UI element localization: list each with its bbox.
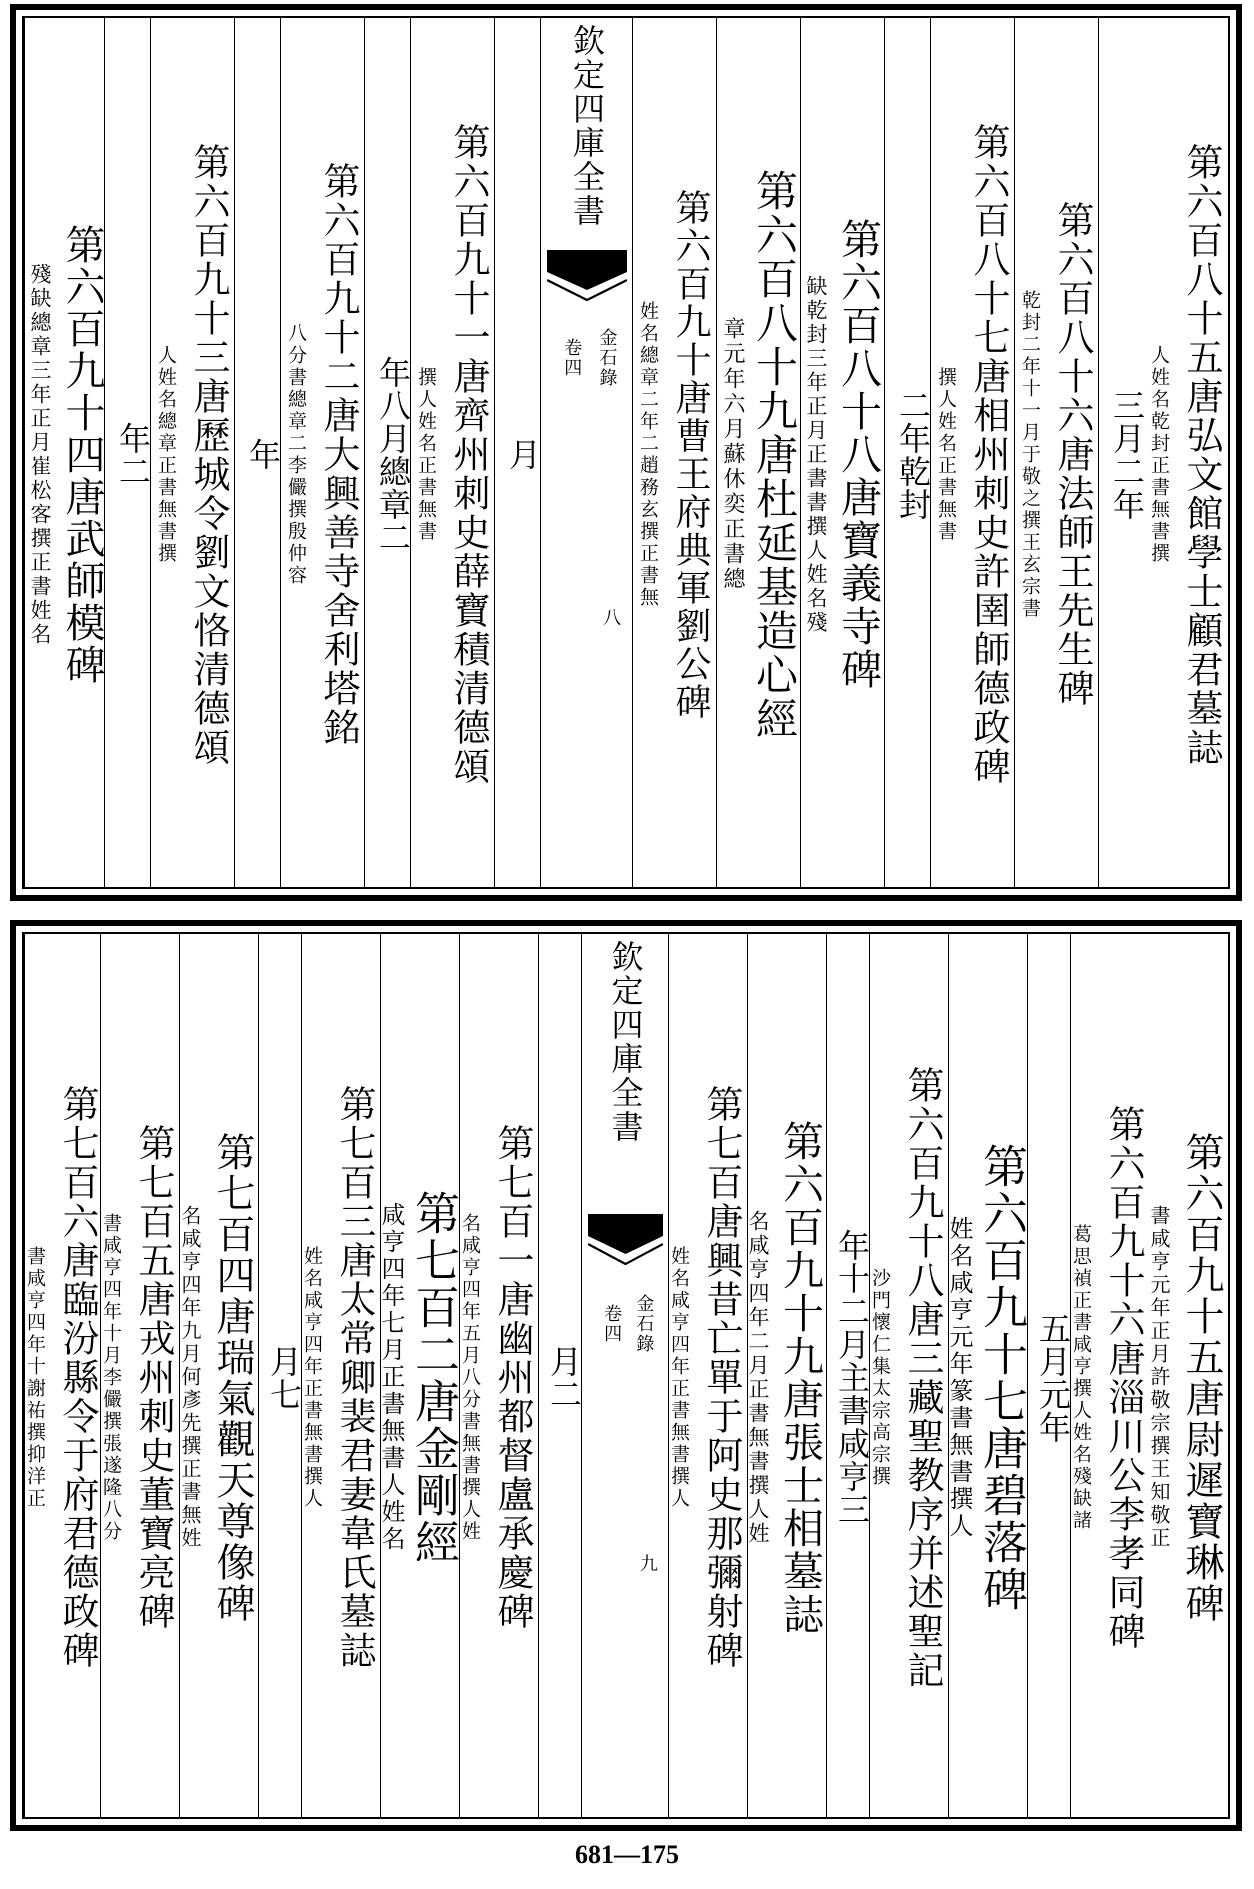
entry-column <box>747 934 827 1817</box>
volume-label: 卷四 <box>601 1304 623 1344</box>
entry-column <box>869 934 949 1817</box>
date-continuation-column <box>826 934 870 1817</box>
annotation-line: 正書書撰人姓名殘 <box>804 442 828 635</box>
entry-column <box>24 934 104 1817</box>
date-line: 主書咸亨三 <box>833 1361 871 1526</box>
annotation-line: 姓名咸亨四年 <box>668 1245 690 1378</box>
entry-title: 第六百八十八唐寶義寺碑 <box>834 218 882 691</box>
entry-title: 第七百五唐戎州刺史董寶亮碑 <box>132 1124 175 1631</box>
entry-column <box>1144 18 1228 887</box>
annotation-line: 正書無書撰 <box>155 454 177 565</box>
leaf-number: 九 <box>636 1554 658 1572</box>
annotation-line: 名咸亨四年九月 <box>178 1205 202 1366</box>
page-number: 681—175 <box>575 1840 679 1869</box>
book-title: 欽定四庫全書 <box>568 24 606 228</box>
annotation-line: 蘇休奕正書總 <box>720 442 745 592</box>
annotation-line: 八分書總章二 <box>285 322 307 455</box>
annotation-line: 正書無書撰 <box>1148 454 1170 565</box>
date-line: 二年 <box>894 388 932 455</box>
date-continuation-column <box>1027 934 1071 1817</box>
date-continuation-column <box>104 18 151 887</box>
entry-column <box>945 934 1028 1817</box>
annotation-line: 正書無書 <box>415 454 437 543</box>
entry-column <box>410 18 495 887</box>
annotation-line: 名咸亨四年五月 <box>459 1212 481 1367</box>
entry-title: 第六百九十唐曹王府典軍劉公碑 <box>670 188 711 721</box>
annotation-line: 撰人姓名 <box>935 366 957 455</box>
date-continuation-column <box>1098 18 1145 887</box>
upper-page-frame <box>10 4 1242 901</box>
annotation-line: 正書無書撰人 <box>301 1377 323 1510</box>
entry-annotation <box>931 367 961 543</box>
annotation-line: 崔松客撰正書姓名 <box>28 454 52 647</box>
entry-column <box>150 18 235 887</box>
entry-title: 第七百六唐臨汾縣令于府君德政碑 <box>56 1085 99 1670</box>
annotation-line: 葛思禎正書咸亨 <box>1070 1223 1092 1378</box>
date-continuation-column <box>234 18 281 887</box>
entry-annotation <box>151 345 181 565</box>
date-line: 月 <box>504 438 542 471</box>
fish-tail-ornament-icon <box>547 250 627 310</box>
annotation-line: 太宗高宗撰 <box>869 1377 891 1488</box>
annotation-line: 人姓名乾封 <box>1148 344 1170 455</box>
date-line: 月 <box>265 1344 303 1378</box>
date-continuation-column <box>494 18 541 887</box>
date-line: 三月 <box>1108 388 1146 455</box>
annotation-line: 書咸亨四年十月 <box>100 1212 122 1367</box>
annotation-line: 何彥先撰正書無姓 <box>178 1366 202 1550</box>
entry-column <box>459 934 539 1817</box>
annotation-line: 書咸亨元年正月 <box>1147 1205 1171 1366</box>
date-line: 二 <box>545 1377 583 1411</box>
book-title: 欽定四庫全書 <box>606 940 645 1144</box>
annotation-line: 李儼撰殷仲容 <box>285 454 307 587</box>
entry-column <box>930 18 1015 887</box>
entry-title: 第六百九十六唐淄川公李孝同碑 <box>1102 1104 1145 1651</box>
volume-label: 卷四 <box>561 338 583 378</box>
entry-title: 第七百三唐太常卿裴君妻韋氏墓誌 <box>333 1085 376 1670</box>
date-line: 年八月 <box>374 355 412 455</box>
annotation-line: 書咸亨四年十 <box>24 1245 46 1378</box>
date-line: 五月 <box>1034 1311 1072 1378</box>
entry-title: 第六百九十七唐碧落碑 <box>975 1142 1028 1613</box>
annotation-line: 正書無書人姓名 <box>377 1364 405 1553</box>
entry-column <box>179 934 259 1817</box>
entry-title: 第六百九十二唐大興善寺舍利塔銘 <box>317 162 360 747</box>
annotation-line: 人姓名總章 <box>155 344 177 455</box>
annotation-line: 章元年六月 <box>720 317 745 442</box>
entry-title: 第六百九十四唐武師模碑 <box>59 223 105 686</box>
annotation-line: 咸亨四年七月 <box>377 1202 405 1364</box>
date-continuation-column <box>538 934 582 1817</box>
annotation-line: 八分書無書撰人姓 <box>459 1366 481 1543</box>
upper-page-text-area <box>22 16 1230 889</box>
annotation-line: 正書無書 <box>935 454 957 543</box>
annotation-line: 殘缺總章三年正月 <box>28 262 52 455</box>
lower-page-text-area <box>22 932 1230 1819</box>
book-subtitle: 金石錄 <box>596 328 618 388</box>
entry-title: 第六百八十九唐杜延基造心經 <box>750 168 799 741</box>
entry-annotation <box>801 275 831 635</box>
entry-title: 第六百九十八唐三藏聖教序并述聖記 <box>901 1065 944 1690</box>
entry-column <box>1149 934 1228 1817</box>
entry-column <box>716 18 801 887</box>
entry-title: 第六百九十一唐齊州刺史薛寶積清德頌 <box>447 123 490 786</box>
entry-column <box>1070 934 1150 1817</box>
entry-title: 第六百九十九唐張士相墓誌 <box>776 1119 824 1636</box>
entry-annotation <box>1144 345 1174 565</box>
annotation-line: 許敬宗撰王知敬正 <box>1147 1366 1171 1550</box>
entry-column <box>1014 18 1099 887</box>
annotation-line: 撰人姓名 <box>415 366 437 455</box>
entry-annotation <box>20 1246 50 1510</box>
entry-column <box>800 18 885 887</box>
entry-annotation <box>25 263 55 647</box>
entry-column <box>301 934 381 1817</box>
annotation-line: 于敬之撰王玄宗書 <box>1019 443 1041 620</box>
annotation-line: 篆書無書撰人 <box>945 1377 973 1540</box>
date-continuation-column <box>364 18 411 887</box>
entry-column <box>377 934 460 1817</box>
entry-column <box>668 934 748 1817</box>
entry-column <box>632 18 717 887</box>
annotation-line: 撰人姓名殘缺諸 <box>1070 1377 1092 1532</box>
center-margin-column <box>581 934 669 1817</box>
fish-tail-ornament-icon <box>588 1214 663 1274</box>
book-subtitle: 金石錄 <box>633 1294 655 1354</box>
date-continuation-column <box>884 18 931 887</box>
entry-title: 第六百八十七唐相州刺史許圉師德政碑 <box>967 123 1010 786</box>
entry-column <box>280 18 365 887</box>
annotation-line: 乾封二年十一月 <box>1019 289 1041 444</box>
annotation-line: 正書無書撰人姓 <box>746 1377 770 1546</box>
date-line: 月 <box>545 1344 583 1378</box>
annotation-line: 名咸亨四年二月 <box>746 1209 770 1378</box>
date-line: 年 <box>244 438 282 471</box>
annotation-line: 李儼撰張遂隆八分 <box>100 1366 122 1543</box>
entry-annotation <box>633 301 663 609</box>
entry-title: 第六百八十六唐法師王先生碑 <box>1051 201 1094 708</box>
date-line: 年 <box>114 421 152 455</box>
entry-column <box>100 934 180 1817</box>
entry-column <box>24 18 109 887</box>
date-line: 年十二月 <box>833 1229 871 1361</box>
entry-annotation <box>1015 290 1045 620</box>
entry-title: 第六百九十三唐歷城令劉文恪清德頌 <box>187 142 230 767</box>
entry-title: 第七百二唐金剛經 <box>407 1189 460 1566</box>
date-line: 元年 <box>1034 1377 1072 1444</box>
annotation-line: 沙門懷仁集 <box>869 1267 891 1378</box>
annotation-line: 姓名總章二年二 <box>637 300 659 455</box>
annotation-line: 趙務玄撰正書無 <box>637 454 659 609</box>
annotation-line: 正書無書撰人 <box>668 1377 690 1510</box>
center-margin-column <box>540 18 633 887</box>
entry-title: 第六百八十五唐弘文館學士顧君墓誌 <box>1180 142 1223 767</box>
annotation-line: 缺乾封三年正月 <box>804 274 828 443</box>
date-continuation-column <box>258 934 302 1817</box>
annotation-line: 謝祐撰抑洋正 <box>24 1377 46 1510</box>
entry-annotation <box>411 367 441 543</box>
entry-title: 第六百九十五唐尉遲寶琳碑 <box>1179 1131 1224 1624</box>
entry-title: 第七百一唐幽州都督盧承慶碑 <box>491 1124 534 1631</box>
date-line: 乾封 <box>894 454 932 521</box>
annotation-line: 姓名咸亨元年 <box>945 1215 973 1378</box>
entry-title: 第七百唐興昔亡單于阿史那彌射碑 <box>700 1085 743 1670</box>
entry-annotation <box>717 317 747 592</box>
lower-page-frame <box>10 920 1242 1831</box>
annotation-line: 姓名咸亨四年 <box>301 1245 323 1378</box>
date-line: 七 <box>265 1377 303 1411</box>
date-line: 二 <box>114 454 152 488</box>
entry-title: 第七百四唐瑞氣觀天尊像碑 <box>210 1131 255 1624</box>
entry-annotation <box>281 323 311 587</box>
date-line: 總章二 <box>374 454 412 554</box>
date-line: 二年 <box>1108 454 1146 521</box>
leaf-number: 八 <box>600 608 622 626</box>
